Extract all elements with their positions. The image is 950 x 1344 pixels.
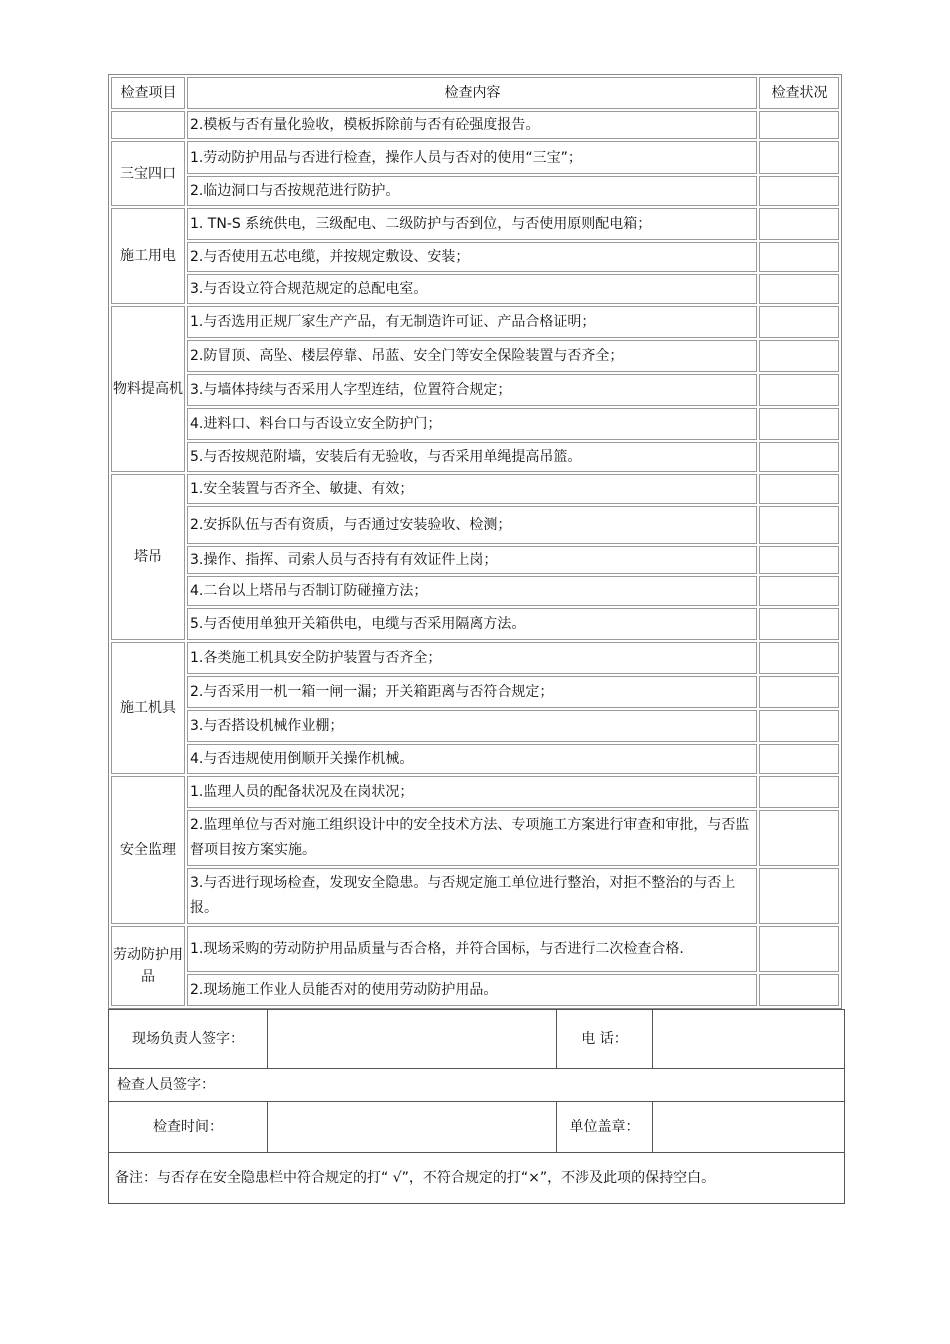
table-row <box>111 776 839 808</box>
check-item: 5.与否按规范附墙，安装后有无验收，与否采用单绳提高吊篮。 <box>187 442 757 472</box>
table-row <box>111 506 839 544</box>
table-row <box>111 926 839 972</box>
table-row <box>111 408 839 440</box>
table-row <box>111 176 839 206</box>
table-row <box>111 868 839 924</box>
table-row <box>111 474 839 504</box>
signature-table <box>108 1009 845 1204</box>
status-cell[interactable] <box>759 546 839 574</box>
category-cell: 塔吊 <box>111 474 185 640</box>
unit-seal-label: 单位盖章： <box>557 1102 653 1153</box>
table-header-row <box>111 77 839 109</box>
table-row <box>111 642 839 674</box>
status-cell[interactable] <box>759 340 839 372</box>
signature-row <box>109 1069 845 1102</box>
status-cell[interactable] <box>759 442 839 472</box>
check-item: 1.与否选用正规厂家生产产品，有无制造许可证、产品合格证明； <box>187 306 757 338</box>
status-cell[interactable] <box>759 744 839 774</box>
check-item: 4.二台以上塔吊与否制订防碰撞方法； <box>187 576 757 606</box>
category-cell <box>111 111 185 139</box>
header-category: 检查项目 <box>111 77 185 109</box>
table-row <box>111 340 839 372</box>
table-row <box>111 810 839 866</box>
status-cell[interactable] <box>759 974 839 1006</box>
status-cell[interactable] <box>759 926 839 972</box>
site-manager-label: 现场负责人签字： <box>109 1010 268 1069</box>
table-row <box>111 208 839 240</box>
check-item: 1.现场采购的劳动防护用品质量与否合格，并符合国标，与否进行二次检查合格. <box>187 926 757 972</box>
status-cell[interactable] <box>759 242 839 272</box>
phone-field[interactable] <box>653 1010 845 1069</box>
note-text: 备注：与否存在安全隐患栏中符合规定的打“ √”，不符合规定的打“×”，不涉及此项的保持空白。 <box>109 1153 845 1204</box>
check-item: 1. TN-S 系统供电，三级配电、二级防护与否到位，与否使用原则配电箱； <box>187 208 757 240</box>
header-content: 检查内容 <box>187 77 757 109</box>
status-cell[interactable] <box>759 176 839 206</box>
table-row <box>111 374 839 406</box>
status-cell[interactable] <box>759 408 839 440</box>
check-item: 2.监理单位与否对施工组织设计中的安全技术方法、专项施工方案进行审查和审批，与否监督项目按方案实施。 <box>187 810 757 866</box>
phone-label: 电 话： <box>557 1010 653 1069</box>
table-row <box>111 744 839 774</box>
table-row <box>111 546 839 574</box>
status-cell[interactable] <box>759 506 839 544</box>
table-row <box>111 242 839 272</box>
table-row <box>111 274 839 304</box>
table-row <box>111 676 839 708</box>
check-item: 1.劳动防护用品与否进行检查，操作人员与否对的使用“三宝”； <box>187 141 757 174</box>
inspection-sheet <box>108 74 842 1204</box>
check-item: 1.监理人员的配备状况及在岗状况； <box>187 776 757 808</box>
check-item: 2.与否采用一机一箱一闸一漏；开关箱距离与否符合规定； <box>187 676 757 708</box>
status-cell[interactable] <box>759 642 839 674</box>
check-item: 4.与否违规使用倒顺开关操作机械。 <box>187 744 757 774</box>
inspection-table <box>108 74 842 1009</box>
unit-seal-field[interactable] <box>653 1102 845 1153</box>
note-row <box>109 1153 845 1204</box>
status-cell[interactable] <box>759 474 839 504</box>
check-item: 3.与墙体持续与否采用人字型连结，位置符合规定； <box>187 374 757 406</box>
category-cell: 劳动防护用品 <box>111 926 185 1006</box>
table-row <box>111 141 839 174</box>
check-item: 3.操作、指挥、司索人员与否持有有效证件上岗； <box>187 546 757 574</box>
header-status: 检查状况 <box>759 77 839 109</box>
table-row <box>111 710 839 742</box>
signature-row <box>109 1010 845 1069</box>
status-cell[interactable] <box>759 676 839 708</box>
check-item: 3.与否进行现场检查，发现安全隐患。与否规定施工单位进行整治，对拒不整治的与否上报。 <box>187 868 757 924</box>
check-item: 1.安全装置与否齐全、敏捷、有效； <box>187 474 757 504</box>
check-item: 1.各类施工机具安全防护装置与否齐全； <box>187 642 757 674</box>
inspector-signature-field[interactable] <box>109 1069 845 1102</box>
time-field[interactable] <box>268 1102 557 1153</box>
check-item: 2.模板与否有量化验收，模板拆除前与否有砼强度报告。 <box>187 111 757 139</box>
check-item: 2.安拆队伍与否有资质，与否通过安装验收、检测； <box>187 506 757 544</box>
check-item: 3.与否搭设机械作业棚； <box>187 710 757 742</box>
status-cell[interactable] <box>759 710 839 742</box>
table-row <box>111 306 839 338</box>
status-cell[interactable] <box>759 306 839 338</box>
table-row <box>111 576 839 606</box>
check-item: 4.进料口、料台口与否设立安全防护门； <box>187 408 757 440</box>
check-item: 5.与否使用单独开关箱供电，电缆与否采用隔离方法。 <box>187 608 757 640</box>
inspector-label: 检查人员签字： <box>117 1076 215 1093</box>
category-cell: 施工机具 <box>111 642 185 774</box>
status-cell[interactable] <box>759 141 839 174</box>
status-cell[interactable] <box>759 208 839 240</box>
status-cell[interactable] <box>759 868 839 924</box>
category-cell: 安全监理 <box>111 776 185 924</box>
table-row <box>111 608 839 640</box>
check-item: 2.防冒顶、高坠、楼层停靠、吊蓝、安全门等安全保险装置与否齐全； <box>187 340 757 372</box>
site-manager-signature-field[interactable] <box>268 1010 557 1069</box>
check-item: 2.与否使用五芯电缆，并按规定敷设、安装； <box>187 242 757 272</box>
status-cell[interactable] <box>759 810 839 866</box>
time-label: 检查时间： <box>109 1102 268 1153</box>
status-cell[interactable] <box>759 374 839 406</box>
status-cell[interactable] <box>759 274 839 304</box>
check-item: 2.临边洞口与否按规范进行防护。 <box>187 176 757 206</box>
status-cell[interactable] <box>759 608 839 640</box>
status-cell[interactable] <box>759 776 839 808</box>
category-cell: 三宝四口 <box>111 141 185 206</box>
signature-row <box>109 1102 845 1153</box>
check-item: 3.与否设立符合规范规定的总配电室。 <box>187 274 757 304</box>
status-cell[interactable] <box>759 576 839 606</box>
category-cell: 施工用电 <box>111 208 185 304</box>
table-row <box>111 442 839 472</box>
table-row <box>111 974 839 1006</box>
category-cell: 物料提高机 <box>111 306 185 472</box>
status-cell[interactable] <box>759 111 839 139</box>
check-item: 2.现场施工作业人员能否对的使用劳动防护用品。 <box>187 974 757 1006</box>
table-row <box>111 111 839 139</box>
